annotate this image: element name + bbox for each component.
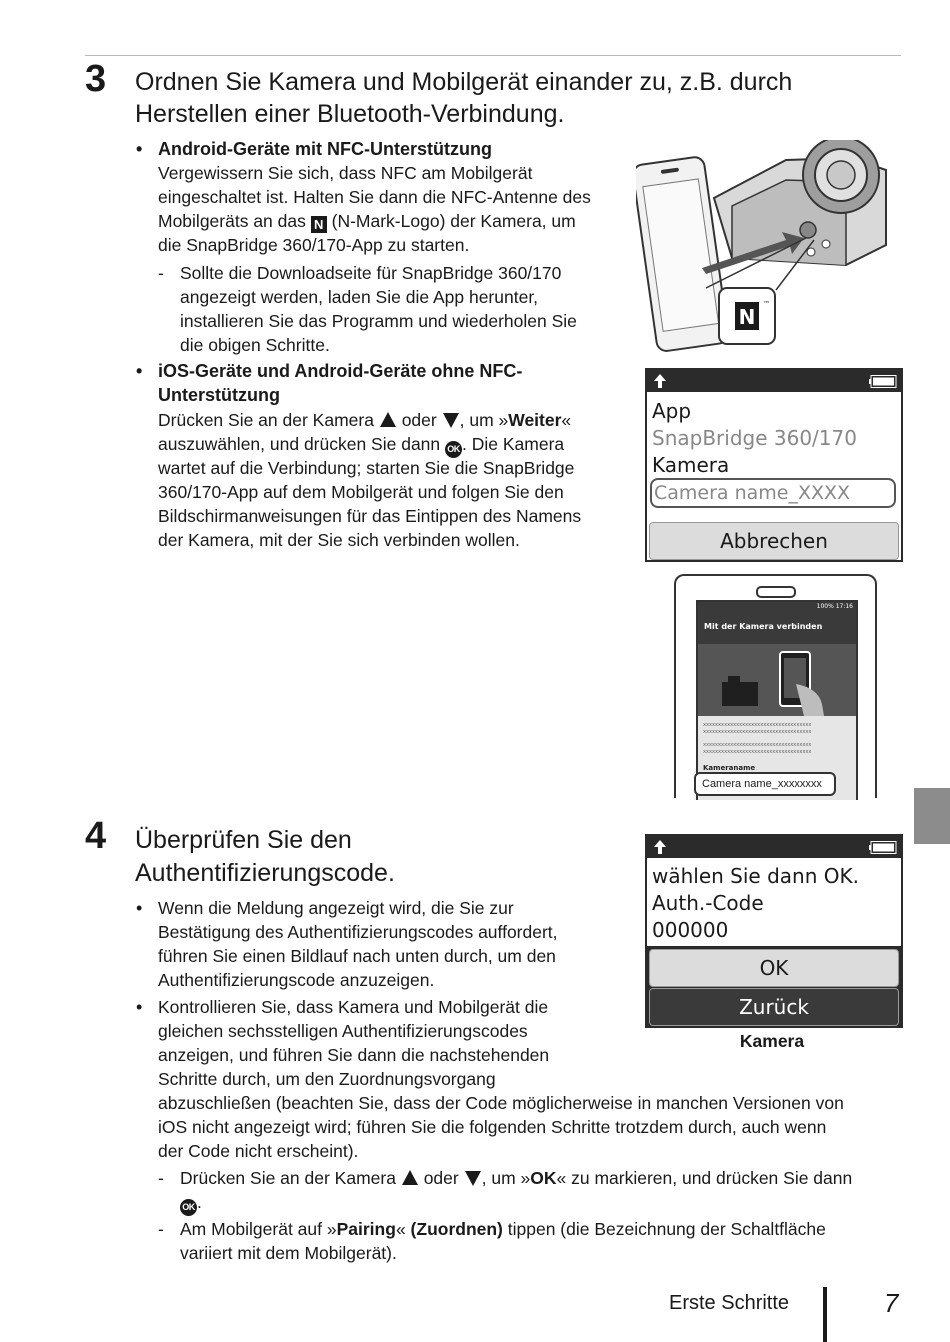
nfc-sub-line3: installieren Sie das Programm und wiederholen Sie [180,311,577,331]
phone-status-bar [698,602,856,612]
bullet-icon: • [136,898,143,918]
camera-name-field[interactable]: Camera name_XXXX [650,478,896,508]
ios-text-line6: der Kamera, mit der Sie sich verbinden wollen. [158,530,520,550]
nfc-heading: Android-Geräte mit NFC-Unterstützung [158,139,492,159]
down-arrow-icon [464,1169,482,1187]
footer-divider [823,1287,827,1342]
phone-status-text: 100% 17:16 [816,603,853,610]
phone-frame [674,574,877,798]
footer-section-title: Erste Schritte [669,1292,790,1314]
ok-button-icon: OK [445,441,462,458]
back-arrow-icon [653,839,667,855]
phone-illustration-area [698,644,856,716]
step-3-title-line1: Ordnen Sie Kamera und Mobilgerät einander zu, z.B. durch [135,68,793,96]
top-rule [85,55,901,56]
bullet-icon: • [136,361,143,381]
down-arrow-icon [442,411,460,429]
nfc-text-line2: eingeschaltet ist. Halten Sie dann die NFC-Antenne des [158,187,591,207]
step4-b2-line7: der Code nicht erscheint). [158,1141,359,1161]
phone-placeholder-1: xxxxxxxxxxxxxxxxxxxxxxxxxxxxxxxxxxxx [703,722,812,728]
step4-b2-line5: abzuschließen (beachten Sie, dass der Code möglicherweise in manchen Versionen von [158,1093,844,1113]
step4-dash1-e: « zu markieren, und drücken Sie dann [556,1168,853,1188]
camera-screen-connect [645,368,903,562]
phone-header-title: Mit der Kamera verbinden [704,622,823,631]
step-4-title-line2: Authentifizierungscode. [135,859,395,887]
phone-camera-name-label: Kameraname [703,764,756,772]
nfc-sub-line4: die obigen Schritte. [180,335,330,355]
step4-dash2-zuordnen: (Zuordnen) [410,1219,503,1239]
auth-code-value: 000000 [652,918,729,942]
n-mark-icon: N [311,216,327,233]
camera-screen-topbar [647,836,901,858]
step4-dash1-line2: OK . [180,1190,202,1216]
camera-screen-auth [645,834,903,1028]
step4-b2-line4: Schritte durch, um den Zuordnungsvorgang [158,1069,496,1089]
nfc-text-line4: die SnapBridge 360/170-App zu starten. [158,235,470,255]
nfc-text-line3a: Mobilgeräts an das [158,211,306,231]
camera-label: Kamera [652,453,730,477]
step4-b1-line3: führen Sie einen Bildlauf nach unten durch, um den [158,946,556,966]
battery-icon [869,841,897,854]
step4-dash1-c: , um » [481,1168,531,1188]
step-3-title-line2: Herstellen einer Bluetooth-Verbindung. [135,100,565,128]
back-button[interactable]: Zurück [649,988,899,1026]
step4-b1-line4: Authentifizierungscode anzuzeigen. [158,970,435,990]
step-4-title-line1: Überprüfen Sie den [135,826,352,854]
nfc-text-line1: Vergewissern Sie sich, dass NFC am Mobilgerät [158,163,533,183]
up-arrow-icon [401,1169,419,1187]
step4-b2-line1: Kontrollieren Sie, dass Kamera und Mobilgerät die [158,997,549,1017]
step4-b1-line1: Wenn die Meldung angezeigt wird, die Sie zur [158,898,514,918]
ios-text-line1 [158,408,571,432]
ios-text-weiter: Weiter [508,410,562,430]
chapter-tab [914,788,950,844]
step4-b2-line6: iOS nicht angezeigt wird; führen Sie die folgenden Schritte trotzdem durch, auch wenn [158,1117,827,1137]
step-3-number: 3 [85,58,107,100]
bullet-icon: • [136,139,143,159]
ios-text-line2a: auszuwählen, und drücken Sie dann [158,434,441,454]
dash-icon: - [158,263,164,283]
ios-text-line1e: « [561,410,572,430]
nfc-sub-line1: Sollte die Downloadseite für SnapBridge 360/170 [180,263,562,283]
ios-text-line4: 360/170-App auf dem Mobilgerät und folgen Sie den [158,482,564,502]
app-label: App [652,399,692,423]
step4-dash2-line2: variiert mit dem Mobilgerät). [180,1243,397,1263]
app-value: SnapBridge 360/170 [652,426,857,450]
camera-phone-icon [698,644,856,716]
page-number: 7 [884,1288,899,1318]
step4-dash2-c: « [395,1219,411,1239]
ios-text-line3: wartet auf die Verbindung; starten Sie die SnapBridge [158,458,575,478]
ios-text-line1c: , um » [459,410,509,430]
step4-dash2-a: Am Mobilgerät auf » [180,1219,337,1239]
auth-message-line: wählen Sie dann OK. [652,864,859,888]
step4-dash2-e: tippen (die Bezeichnung der Schaltfläche [502,1219,826,1239]
phone-speaker [756,586,796,598]
step4-dash1-line1 [180,1166,852,1190]
step-4-number: 4 [85,815,107,857]
camera-screen-message-area [647,858,901,946]
step4-dash1-b: oder [423,1168,459,1188]
dash-icon: - [158,1168,164,1188]
phone-placeholder-2: xxxxxxxxxxxxxxxxxxxxxxxxxxxxxxxxxxxx [703,729,812,735]
step4-dash1-ok: OK [530,1168,557,1188]
ios-text-line2 [158,432,564,458]
nfc-logo-letter: N [738,305,756,329]
nfc-text-line3 [158,209,576,233]
phone-placeholder-4: xxxxxxxxxxxxxxxxxxxxxxxxxxxxxxxxxxxx [703,749,812,755]
ok-button-icon: OK [180,1199,197,1216]
ios-heading-line1: iOS-Geräte und Android-Geräte ohne NFC- [158,361,523,381]
ios-text-line1a: Drücken Sie an der Kamera [158,410,374,430]
ios-text-line2b: . Die Kamera [462,434,565,454]
camera-screen-body [647,858,901,1026]
auth-code-label: Auth.-Code [652,891,764,915]
nfc-sub-line2: angezeigt werden, laden Sie die App herunter, [180,287,539,307]
camera-screen-body [647,392,901,560]
ok-button[interactable]: OK [649,949,899,987]
phone-placeholder-3: xxxxxxxxxxxxxxxxxxxxxxxxxxxxxxxxxxxx [703,742,812,748]
bullet-icon: • [136,997,143,1017]
battery-icon [869,375,897,388]
nfc-logo-tm: ™ [763,300,770,308]
nfc-text-line3b: (N-Mark-Logo) der Kamera, um [331,211,576,231]
step4-dash2-line1 [180,1217,826,1241]
step4-b2-line3: anzeigen, und führen Sie dann die nachstehenden [158,1045,550,1065]
nfc-pairing-illustration [636,140,896,355]
step4-b1-line2: Bestätigung des Authentifizierungscodes auffordert, [158,922,558,942]
phone-camera-name-field[interactable]: Camera name_xxxxxxxx [694,772,836,796]
back-arrow-icon [653,373,667,389]
phone-screen [696,600,858,800]
camera-caption: Kamera [739,1031,805,1051]
up-arrow-icon [379,411,397,429]
ios-text-line1b: oder [401,410,437,430]
cancel-button[interactable]: Abbrechen [649,522,899,560]
ios-heading-line2: Unterstützung [158,385,280,405]
step4-b2-line2: gleichen sechsstelligen Authentifizierungscodes [158,1021,528,1041]
camera-screen-topbar [647,370,901,392]
dash-icon: - [158,1219,164,1239]
step4-dash1-a: Drücken Sie an der Kamera [180,1168,396,1188]
ios-text-line5: Bildschirmanweisungen für das Eintippen des Namens [158,506,582,526]
phone-header [698,612,856,644]
step4-dash2-pairing: Pairing [336,1219,396,1239]
